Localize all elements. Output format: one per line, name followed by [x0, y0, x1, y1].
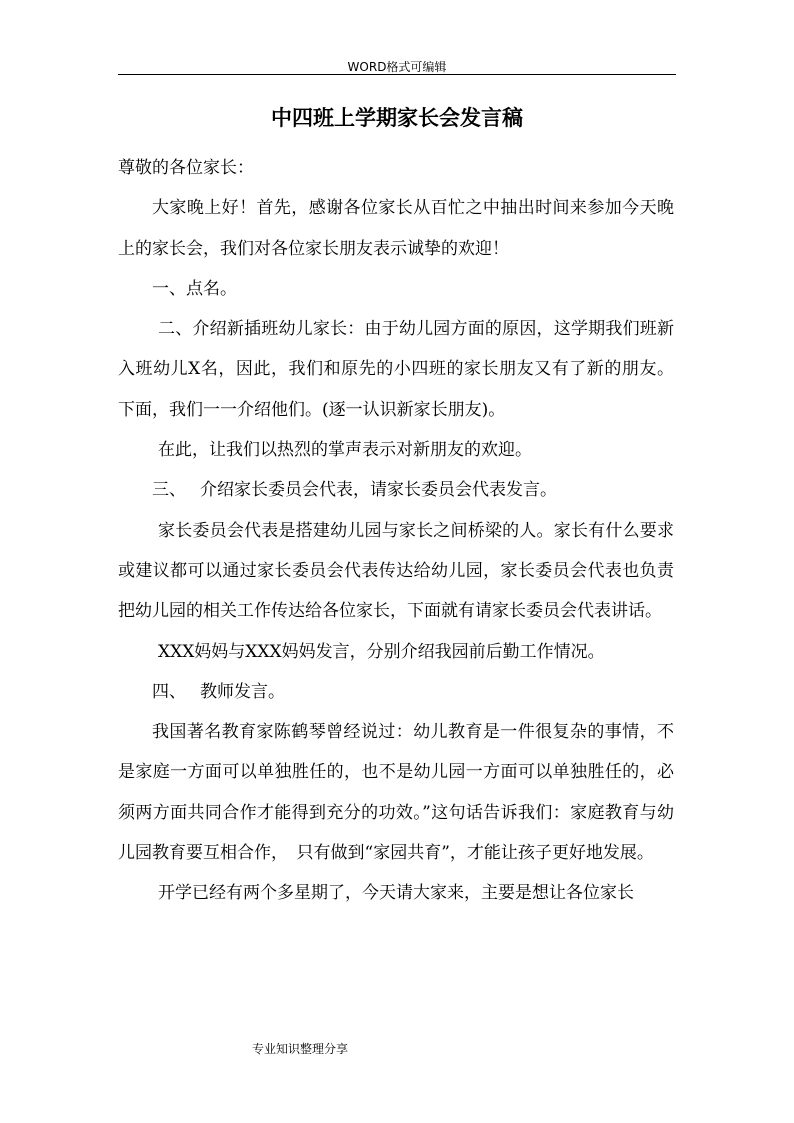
paragraph-welcome: 大家晚上好！首先，感谢各位家长从百忙之中抽出时间来参加今天晚上的家长会，我们对各位家长朋友表示诚挚的欢迎！ [118, 198, 674, 259]
section-1-roll-call: 一、点名。 [152, 278, 237, 299]
paragraph-quote: 我国著名教育家陈鹤琴曾经说过：幼儿教育是一件很复杂的事情，不是家庭一方面可以单独胜任的，也不是幼儿园一方面可以单独胜任的，必须两方面共同合作才能得到充分的功效。”这句话告诉我们：家庭教育与幼儿园教育要互相合作， 只有做到“家园共育”，才能让孩子更好地发展。 [118, 722, 674, 864]
paragraph-applause: 在此，让我们以热烈的掌声表示对新朋友的欢迎。 [158, 440, 532, 461]
section-4-text: 教师发言。 [200, 681, 285, 702]
section-2-new-families: 二、介绍新插班幼儿家长：由于幼儿园方面的原因，这学期我们班新入班幼儿X名，因此，我们和原先的小四班的家长朋友又有了新的朋友。下面，我们一一介绍他们。(逐一认识新家长朋友)。 [118, 319, 674, 420]
greeting: 尊敬的各位家长： [118, 158, 254, 178]
section-3-heading [118, 470, 674, 510]
section-3-text: 介绍家长委员会代表，请家长委员会代表发言。 [200, 480, 557, 501]
paragraph-mothers-speech: XXX妈妈与XXX妈妈发言，分别介绍我园前后勤工作情况。 [158, 641, 605, 662]
paragraph-committee: 家长委员会代表是搭建幼儿园与家长之间桥梁的人。家长有什么要求或建议都可以通过家长委员会代表传达给幼儿园，家长委员会代表也负责把幼儿园的相关工作传达给各位家长，下面就有请家长委员会代表讲话。 [118, 520, 674, 622]
section-4-number: 四、 [152, 681, 186, 702]
section-3-number: 三、 [152, 480, 186, 501]
document-body [118, 148, 674, 914]
paragraph-semester: 开学已经有两个多星期了，今天请大家来，主要是想让各位家长 [158, 883, 634, 904]
header-divider [118, 74, 676, 75]
document-title: 中四班上学期家长会发言稿 [271, 106, 523, 130]
page-footer-text: 专业知识整理分享 [252, 1042, 349, 1056]
section-4-heading [118, 672, 674, 712]
page-header-text: WORD格式可编辑 [347, 60, 447, 74]
